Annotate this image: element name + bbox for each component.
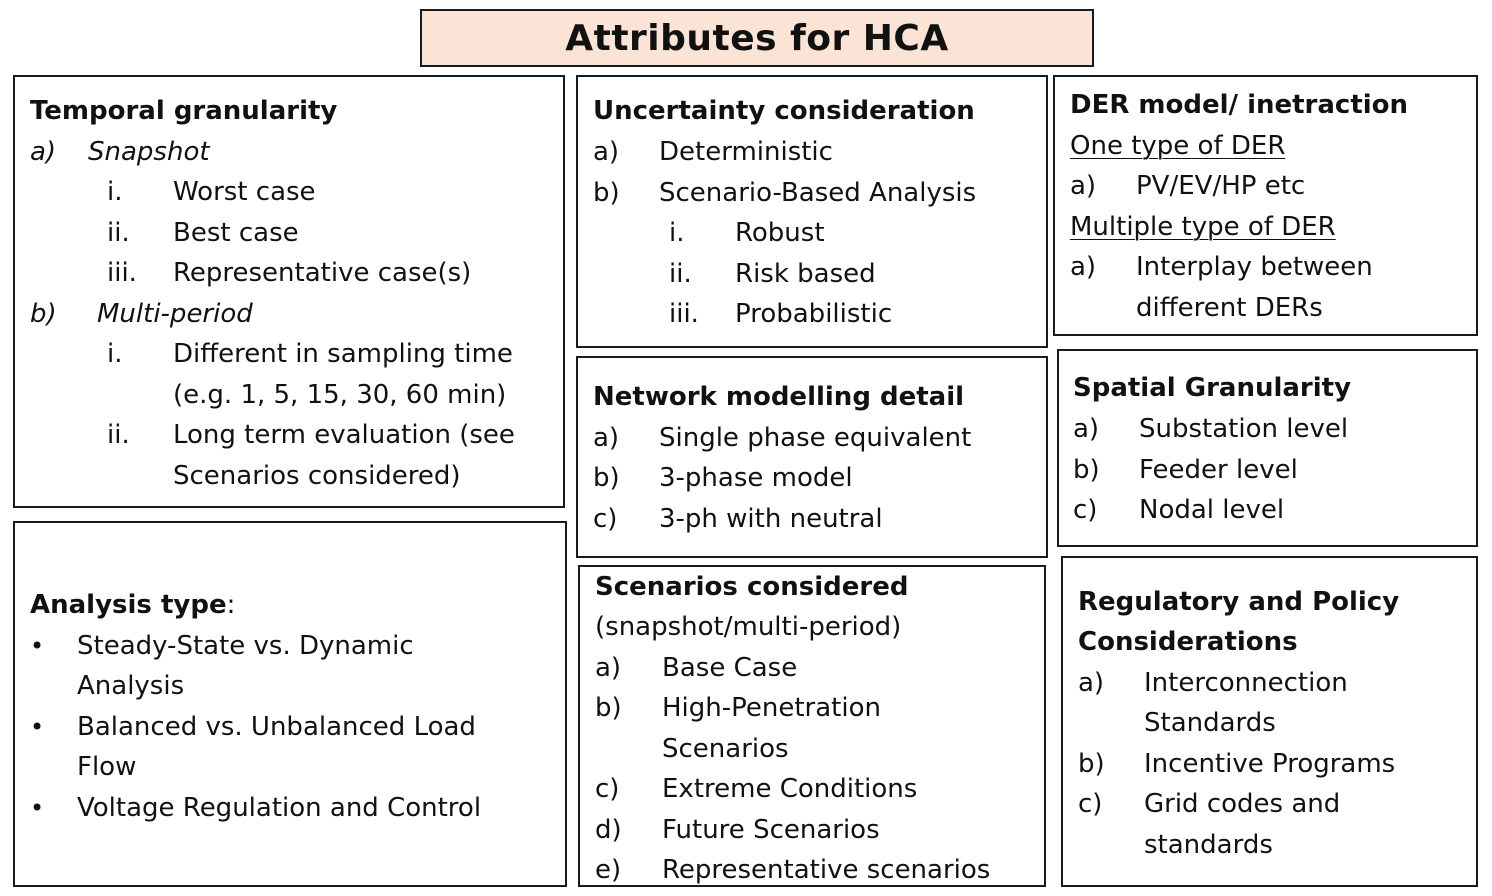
uncertainty-item: Scenario-Based Analysis xyxy=(659,178,977,208)
scenarios-subheading: (snapshot/multi-period) xyxy=(595,612,902,642)
der-g2-label: a) xyxy=(1070,252,1097,282)
regulatory-item-line2: Standards xyxy=(1144,708,1276,738)
spatial-label: c) xyxy=(1073,495,1098,525)
scenarios-item-line1: Future Scenarios xyxy=(662,815,880,845)
temporal-b-label: b) xyxy=(30,299,57,329)
network-label: c) xyxy=(593,504,618,534)
scenarios-box xyxy=(578,565,1046,887)
bullet-icon: • xyxy=(30,713,45,741)
temporal-a-num: ii. xyxy=(107,218,130,248)
regulatory-item-line1: Grid codes and xyxy=(1144,789,1341,819)
analysis-bullet-line1: Voltage Regulation and Control xyxy=(77,793,482,823)
der-g2-item-line1: Interplay between xyxy=(1136,252,1373,282)
spatial-item: Substation level xyxy=(1139,414,1349,444)
temporal-a-num: i. xyxy=(107,177,123,207)
regulatory-label: b) xyxy=(1078,749,1105,779)
bullet-icon: • xyxy=(30,632,45,660)
der-heading: DER model/ inetraction xyxy=(1070,90,1409,120)
analysis-bullet-line1: Steady-State vs. Dynamic xyxy=(77,631,414,661)
analysis-bullet-line2: Flow xyxy=(77,752,137,782)
analysis-heading: Analysis type xyxy=(30,590,227,620)
network-item: 3-phase model xyxy=(659,463,853,493)
network-heading: Network modelling detail xyxy=(593,382,965,412)
scenarios-item-line1: Base Case xyxy=(662,653,798,683)
regulatory-item-line1: Interconnection xyxy=(1144,668,1348,698)
temporal-b-num: ii. xyxy=(107,420,130,450)
temporal-a-item: Representative case(s) xyxy=(173,258,472,288)
temporal-granularity-box xyxy=(13,75,565,508)
temporal-b-item-line2: Scenarios considered) xyxy=(173,461,461,491)
der-group2-title: Multiple type of DER xyxy=(1070,212,1336,242)
diagram-title: Attributes for HCA xyxy=(420,9,1094,67)
der-g1-item: PV/EV/HP etc xyxy=(1136,171,1306,201)
uncertainty-label: b) xyxy=(593,178,620,208)
regulatory-heading-line1: Regulatory and Policy xyxy=(1078,587,1400,617)
temporal-a-num: iii. xyxy=(107,258,137,288)
bullet-icon: • xyxy=(30,794,45,822)
scenarios-label: e) xyxy=(595,855,622,885)
regulatory-item-line1: Incentive Programs xyxy=(1144,749,1396,779)
regulatory-label: a) xyxy=(1078,668,1105,698)
analysis-bullet-line1: Balanced vs. Unbalanced Load xyxy=(77,712,476,742)
network-item: Single phase equivalent xyxy=(659,423,972,453)
temporal-a-label: a) xyxy=(30,137,57,167)
uncertainty-item: Deterministic xyxy=(659,137,833,167)
spatial-item: Nodal level xyxy=(1139,495,1285,525)
regulatory-heading-line2: Considerations xyxy=(1078,627,1298,657)
temporal-b-item-line1: Different in sampling time xyxy=(173,339,513,369)
der-group1-title: One type of DER xyxy=(1070,131,1286,161)
uncertainty-sub-item: Risk based xyxy=(735,259,876,289)
network-label: b) xyxy=(593,463,620,493)
uncertainty-label: a) xyxy=(593,137,620,167)
network-modelling-box xyxy=(576,356,1048,558)
temporal-a-item: Worst case xyxy=(173,177,316,207)
temporal-a-item: Best case xyxy=(173,218,299,248)
spatial-heading: Spatial Granularity xyxy=(1073,373,1352,403)
uncertainty-sub-item: Probabilistic xyxy=(735,299,893,329)
regulatory-item-line2: standards xyxy=(1144,830,1273,860)
scenarios-item-line1: High-Penetration xyxy=(662,693,881,723)
uncertainty-heading: Uncertainty consideration xyxy=(593,96,975,126)
der-g1-label: a) xyxy=(1070,171,1097,201)
scenarios-item-line2: Scenarios xyxy=(662,734,789,764)
scenarios-label: b) xyxy=(595,693,622,723)
uncertainty-sub-num: i. xyxy=(669,218,685,248)
scenarios-item-line1: Representative scenarios xyxy=(662,855,991,885)
temporal-b-text: Multi-period xyxy=(97,299,253,329)
analysis-heading-line xyxy=(30,585,235,625)
regulatory-label: c) xyxy=(1078,789,1103,819)
scenarios-item-line1: Extreme Conditions xyxy=(662,774,918,804)
spatial-granularity-box xyxy=(1057,349,1478,547)
scenarios-label: a) xyxy=(595,653,622,683)
regulatory-box xyxy=(1061,556,1478,887)
temporal-b-num: i. xyxy=(107,339,123,369)
analysis-heading-colon: : xyxy=(226,590,236,620)
temporal-b-item-line2: (e.g. 1, 5, 15, 30, 60 min) xyxy=(173,380,507,410)
analysis-bullet-line2: Analysis xyxy=(77,671,185,701)
analysis-type-box xyxy=(13,521,567,887)
scenarios-label: c) xyxy=(595,774,620,804)
temporal-a-text: Snapshot xyxy=(88,137,210,167)
spatial-item: Feeder level xyxy=(1139,455,1298,485)
uncertainty-sub-item: Robust xyxy=(735,218,825,248)
scenarios-label: d) xyxy=(595,815,622,845)
spatial-label: a) xyxy=(1073,414,1100,444)
network-label: a) xyxy=(593,423,620,453)
uncertainty-box xyxy=(576,75,1048,348)
der-g2-item-line2: different DERs xyxy=(1136,293,1323,323)
network-item: 3-ph with neutral xyxy=(659,504,883,534)
scenarios-heading: Scenarios considered xyxy=(595,572,909,602)
uncertainty-sub-num: iii. xyxy=(669,299,699,329)
temporal-b-item-line1: Long term evaluation (see xyxy=(173,420,515,450)
spatial-label: b) xyxy=(1073,455,1100,485)
temporal-heading: Temporal granularity xyxy=(30,96,338,126)
uncertainty-sub-num: ii. xyxy=(669,259,692,289)
der-model-box xyxy=(1053,75,1478,336)
